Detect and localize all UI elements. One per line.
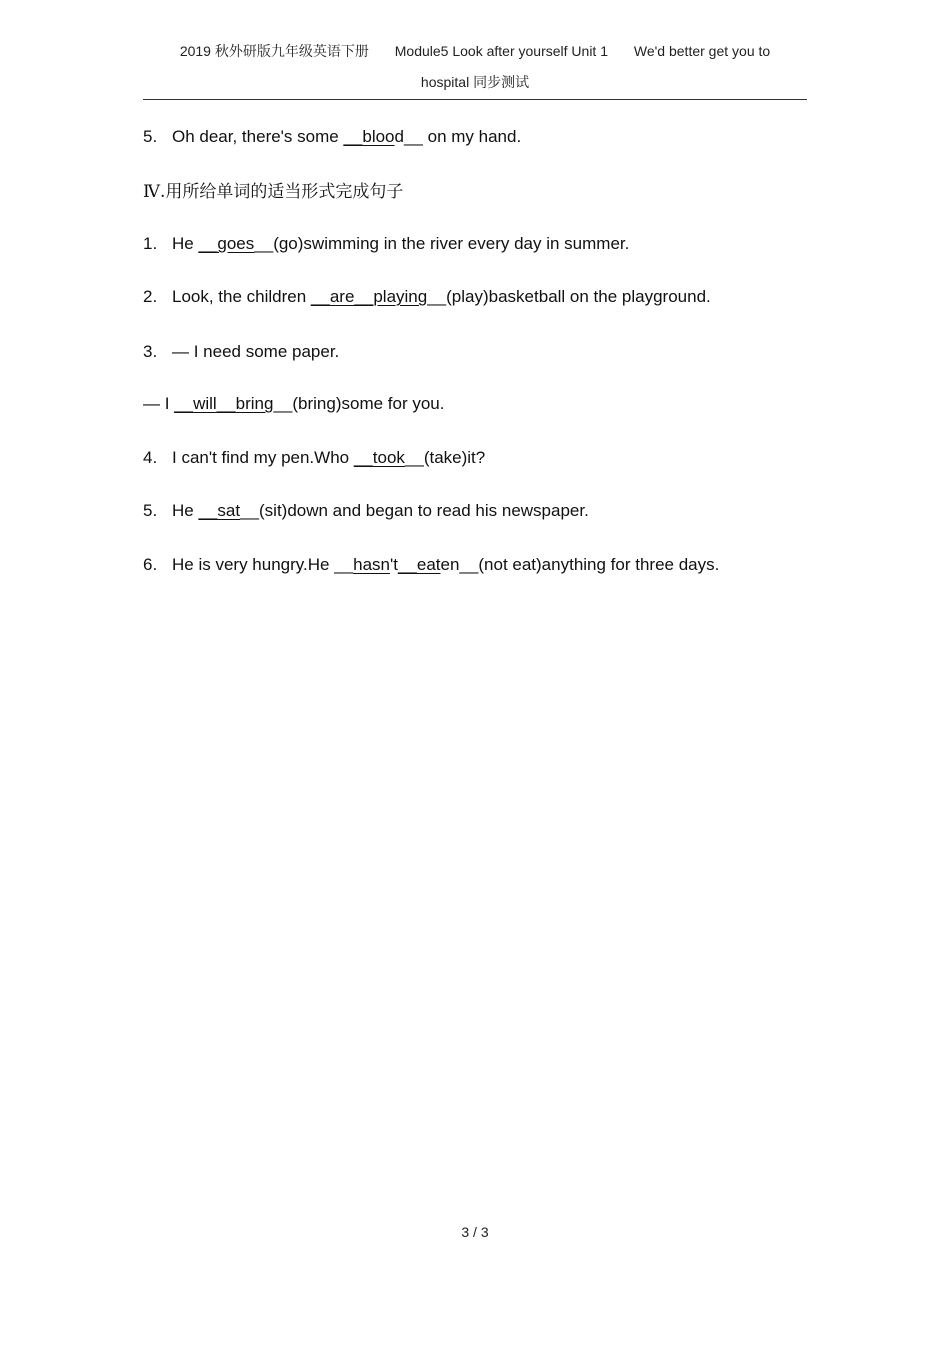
blank: __: [254, 234, 274, 253]
item-number: 4.: [143, 448, 158, 467]
item-number: 5.: [143, 127, 158, 146]
answer-text: bloo: [362, 127, 395, 146]
sentence-text: Oh dear, there's some: [172, 127, 344, 146]
blank: __: [354, 287, 374, 306]
answer-text: will: [193, 394, 217, 413]
blank: __: [404, 448, 424, 467]
answer-text: en: [440, 555, 460, 574]
exercise-item-6: [143, 554, 719, 576]
blank: __: [273, 394, 293, 413]
exercise-item-3: [143, 341, 339, 363]
blank: __: [334, 555, 354, 574]
page-header: [143, 36, 807, 98]
sentence-text: (sit)down and began to read his newspaper.: [259, 501, 589, 520]
answer-text: bring: [235, 394, 274, 413]
sentence-text: (go)swimming in the river every day in summer.: [273, 234, 630, 253]
sentence-text: I can't find my pen.Who: [172, 448, 354, 467]
item-number: 1.: [143, 234, 158, 253]
blank: __: [198, 501, 218, 520]
blank: __: [397, 555, 417, 574]
blank: __: [459, 555, 479, 574]
answer-text: hasn: [353, 555, 390, 574]
sentence-text: (not eat)anything for three days.: [478, 555, 720, 574]
blank: __: [310, 287, 330, 306]
item-number: 5.: [143, 501, 158, 520]
answer-text: eat: [416, 555, 441, 574]
blank: __: [216, 394, 236, 413]
header-module-title: Module5 Look after yourself Unit 1: [394, 43, 608, 59]
section-title: Ⅳ.用所给单词的适当形式完成句子: [143, 182, 404, 202]
item-number: 2.: [143, 287, 158, 306]
exercise-item-1: [143, 233, 629, 255]
blank: __: [427, 287, 447, 306]
blank: __: [174, 394, 194, 413]
answer-text: sat: [217, 501, 241, 520]
exercise-item-2: [143, 286, 711, 308]
answer-text: playing: [373, 287, 428, 306]
sentence-text: (bring)some for you.: [292, 394, 445, 413]
sentence-text: Look, the children: [172, 287, 311, 306]
sentence-text: He: [172, 501, 199, 520]
blank: __: [240, 501, 259, 520]
item-number: 3.: [143, 342, 158, 361]
header-unit-title-cont: hospital 同步测试: [420, 74, 530, 90]
sentence-text: He: [172, 234, 199, 253]
blank: __: [198, 234, 218, 253]
blank: __: [343, 127, 363, 146]
sentence-text: (take)it?: [423, 448, 486, 467]
answer-text: are: [329, 287, 355, 306]
sentence-text: on my hand.: [422, 127, 522, 146]
answer-text: goes: [217, 234, 255, 253]
sentence-text: He is very hungry.He: [172, 555, 335, 574]
answer-text: 't: [390, 555, 398, 574]
sentence-text: — I need some paper.: [172, 342, 340, 361]
header-unit-title: We'd better get you to: [633, 43, 771, 59]
exercise-item-5: [143, 500, 589, 522]
blank: d__: [394, 127, 423, 146]
page-number: 3 / 3: [461, 1224, 489, 1240]
header-book-title: 2019 秋外研版九年级英语下册: [179, 43, 369, 59]
header-divider: [143, 99, 807, 100]
exercise-item-3-reply: [143, 393, 444, 415]
exercise-item-prev-5: [143, 126, 521, 148]
answer-text: took: [372, 448, 405, 467]
exercise-item-4: [143, 447, 485, 469]
sentence-text: (play)basketball on the playground.: [446, 287, 711, 306]
item-number: 6.: [143, 555, 158, 574]
blank: __: [353, 448, 373, 467]
sentence-text: — I: [143, 394, 175, 413]
